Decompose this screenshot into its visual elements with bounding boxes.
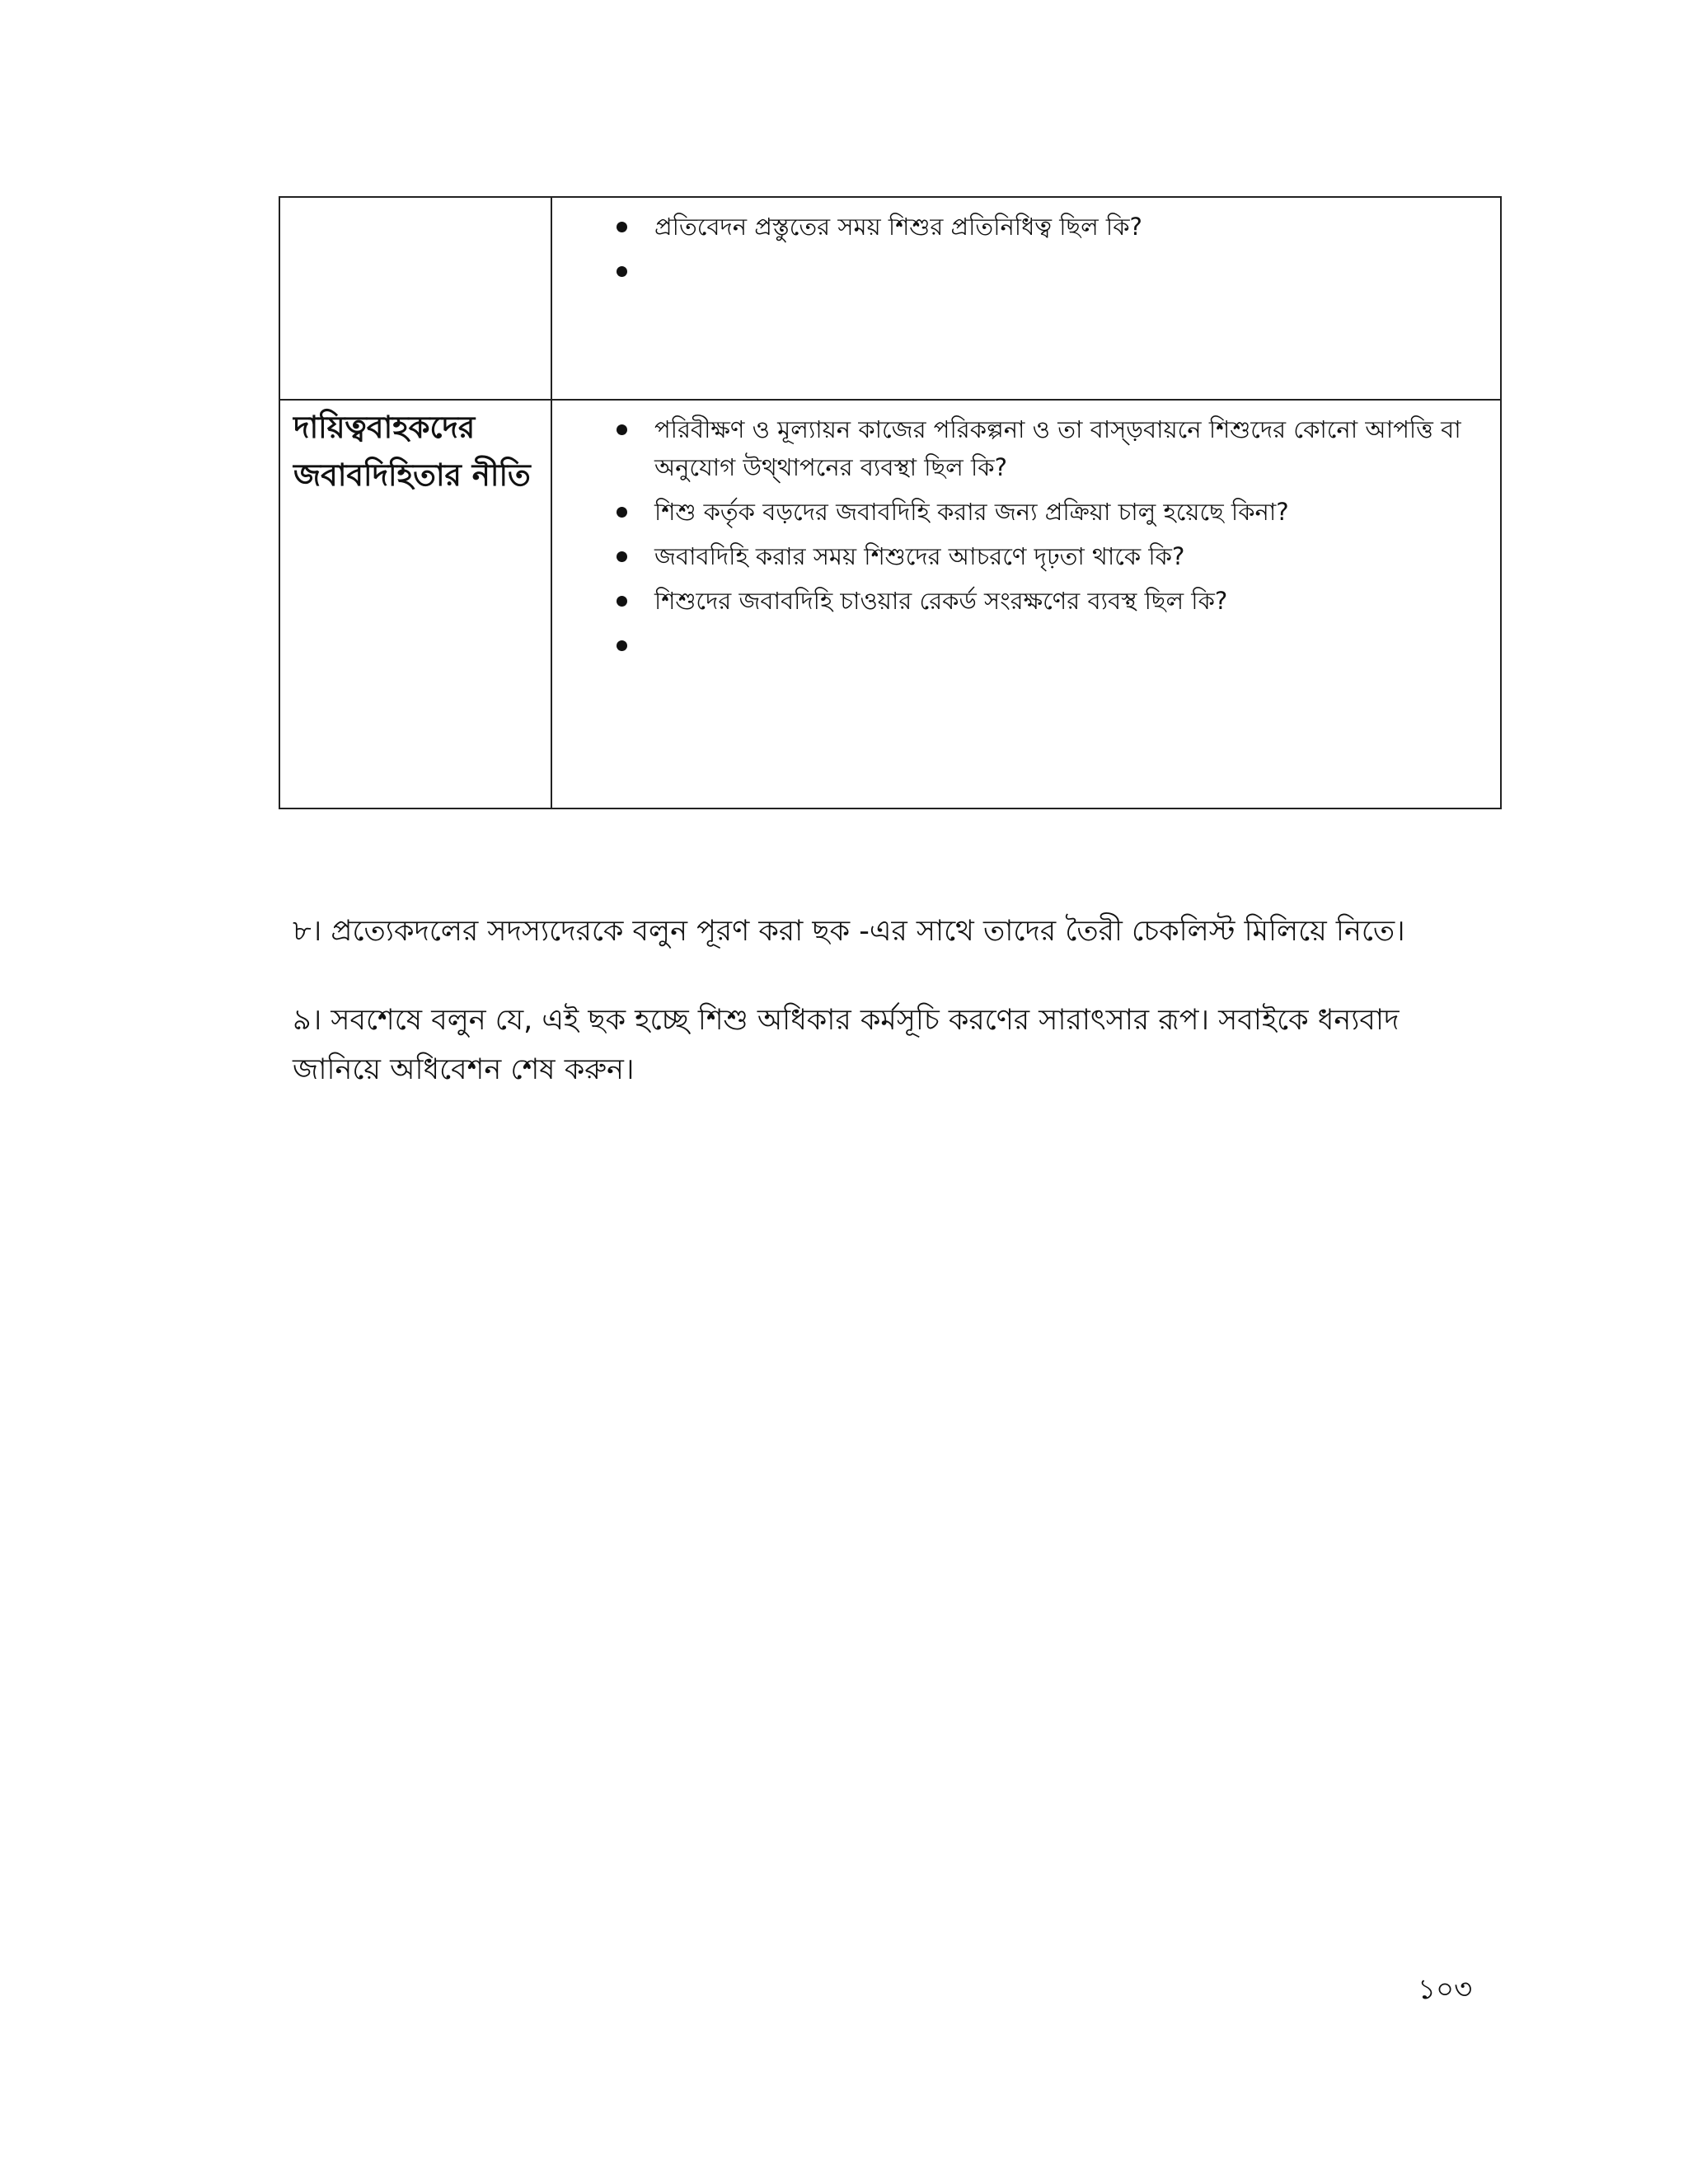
checklist-items (552, 198, 1500, 290)
checklist-items (552, 401, 1500, 664)
list-item-text: শিশু কর্তৃক বড়দের জবাবদিহি করার জন্য প্রক্রিয়া চালু হয়েছে কিনা? (654, 498, 1289, 526)
principle-cell (279, 197, 551, 400)
checklist-table (279, 196, 1502, 809)
principle-heading: দায়িত্ববাহকদের জবাবদিহিতার নীতি (293, 410, 531, 493)
list-item-text: পরিবীক্ষণ ও মূল্যায়ন কাজের পরিকল্পনা ও তা বাস্ড়বায়নে শিশুদের কোনো আপত্তি বা অনুযোগ উথ্থাপনের ব্যবস্থা ছিল কি? (654, 415, 1461, 481)
table-row (279, 400, 1501, 808)
list-item-text: জবাবদিহি করার সময় শিশুদের আচরণে দৃঢ়তা থাকে কি? (654, 542, 1185, 570)
page-number: ১০৩ (1418, 1973, 1473, 2006)
bullet-icon (617, 551, 627, 562)
checklist-cell (551, 197, 1501, 400)
list-item (610, 626, 1467, 664)
checklist-cell (551, 400, 1501, 808)
table-row (279, 197, 1501, 400)
list-item (610, 252, 1467, 290)
list-item-text: শিশুদের জবাবদিহি চাওয়ার রেকর্ড সংরক্ষণের ব্যবস্থ ছিল কি? (654, 587, 1228, 615)
bullet-icon (617, 266, 627, 277)
list-item (610, 537, 1467, 575)
principle-heading (280, 198, 551, 201)
bullet-icon (617, 507, 627, 518)
list-item (610, 410, 1467, 486)
bullet-icon (617, 640, 627, 651)
bullet-icon (617, 596, 627, 607)
list-item (610, 582, 1467, 620)
list-item-text: প্রতিবেদন প্রস্তুতের সময় শিশুর প্রতিনিধিত্ব ছিল কি? (654, 213, 1142, 241)
step-8-text: ৮। প্রত্যেকদলের সদস্যদেরকে বলুন পূরণ করা ছক -এর সাথে তাদের তৈরী চেকলিস্ট মিলিয়ে নিতে। (293, 915, 1405, 948)
list-item (610, 208, 1467, 246)
list-item (610, 493, 1467, 531)
step-9-text: ৯। সবশেষে বলুন যে, এই ছক হচ্ছে শিশু অধিকার কর্মসূচি করণের সারাৎসার রূপ। সবাইকে ধন্যবাদ জানিয়ে অধিবেশন শেষ করুন। (293, 1004, 1400, 1086)
principle-cell (279, 400, 551, 808)
bullet-icon (617, 424, 627, 435)
bullet-icon (617, 222, 627, 232)
